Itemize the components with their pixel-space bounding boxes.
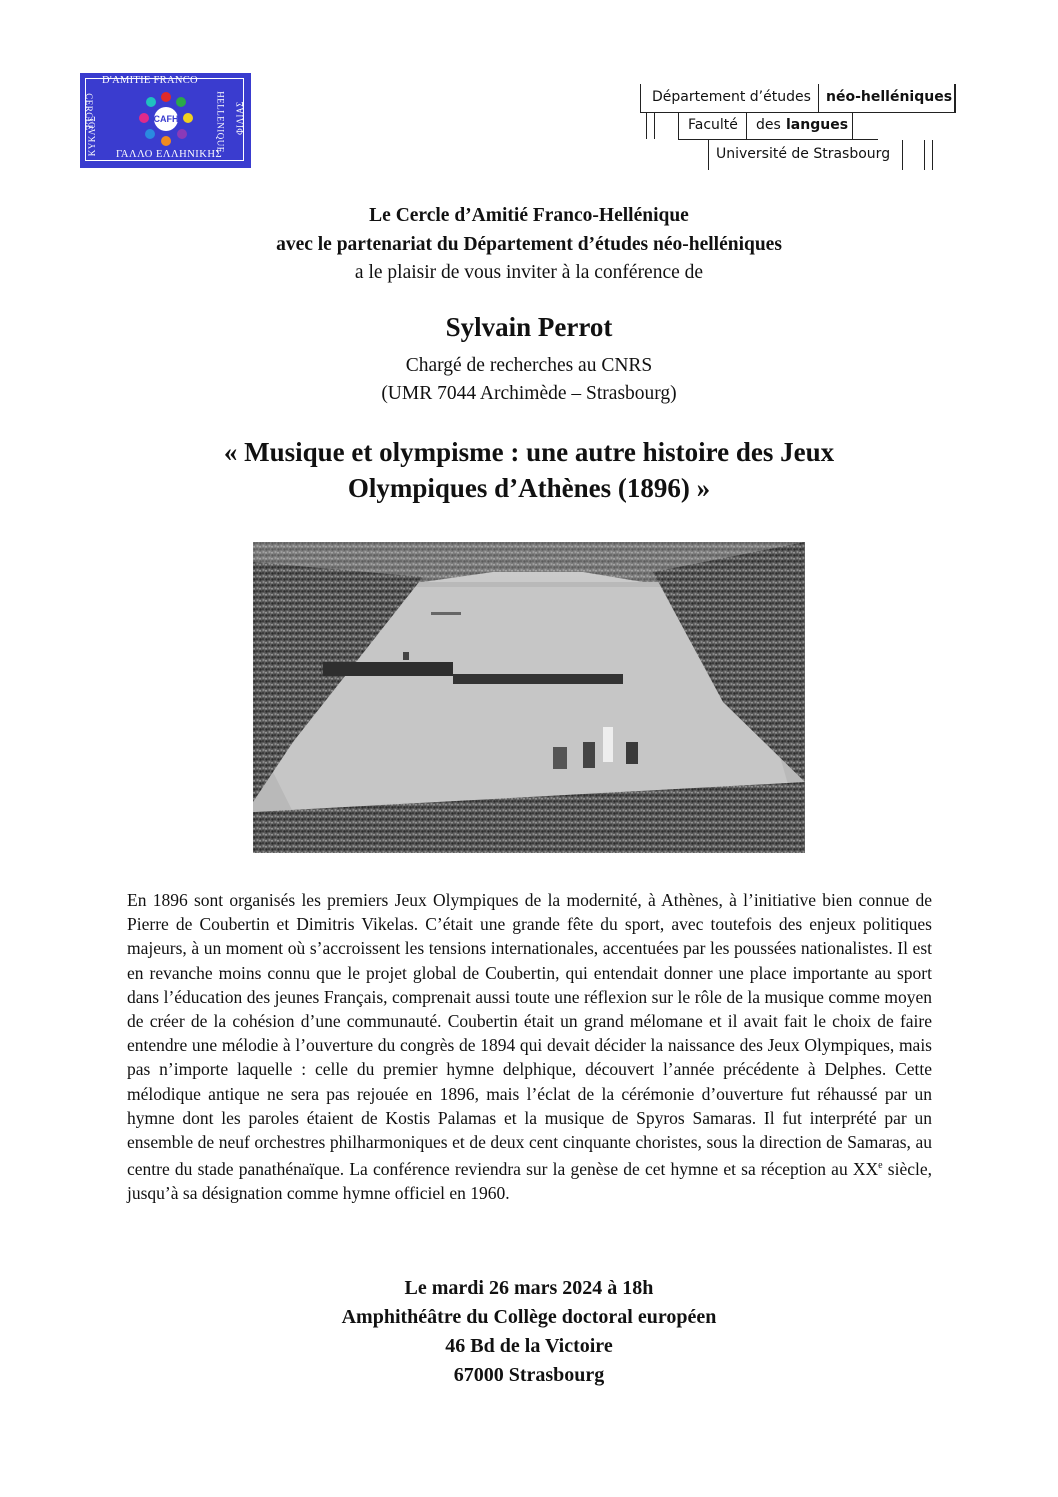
speaker-role: Chargé de recherches au CNRS [405, 355, 653, 376]
logo-bottom-text: ΓΑΛΛΟ ΕΛΛΗΝΙΚΗΣ [115, 149, 223, 160]
abstract-century: XX [852, 1159, 879, 1180]
abstract-century-sup: e [878, 1160, 883, 1172]
logo-center-text: CAFH [153, 114, 179, 124]
abstract-paragraph [127, 888, 932, 1205]
dept-line2-langues: langues [786, 117, 849, 133]
dept-line3: Université de Strasbourg [716, 146, 891, 162]
stadium-image [253, 542, 805, 853]
speaker-name: Sylvain Perrot [445, 312, 613, 342]
conference-title [0, 434, 1058, 506]
dept-line1-regular: Département d’études [652, 89, 811, 105]
org-line: Le Cercle d’Amitié Franco-Hellénique [369, 205, 689, 226]
speaker-affiliation: (UMR 7044 Archimède – Strasbourg) [381, 383, 677, 404]
event-venue: Amphithéâtre du Collège doctoral européen [341, 1306, 717, 1328]
partner-line: avec le partenariat du Département d’études néo-helléniques [276, 234, 782, 255]
logo-right-text: HELLENIQUE [215, 91, 226, 153]
invite-line: a le plaisir de vous inviter à la conférence de [354, 262, 704, 283]
abstract-part1: En 1896 sont organisés les premiers Jeux Olympiques de la modernité, à Athènes, à l’initiative bien connue de Pierre de Coubertin et Dimitris Vikelas. C’était une grande fête du sport, avec toutefois des enjeux politiques majeurs, à un moment où s’accroissent les tensions internationales, accentuées par les poussées nationalistes. Il est en revanche moins connu que le projet global de Coubertin, qui entendait donner une place importante au sport dans l’éducation des jeunes Français, comprenait aussi toute une réflexion sur le rôle de la musique comme moyen de créer de la cohésion d’une communauté. Coubertin était un grand mélomane et il avait fait le choix de faire entendre une mélodie à l’ouverture du congrès de 1894 qui devait décider la naissance des Jeux Olympiques, mais pas n’importe laquelle : celle du premier hymne delphique, découvert l’année précédente à Delphes. Cette mélodique antique ne sera pas rejouée en 1896, mais l’éclat de la cérémonie d’ouverture fut réhaussé par un hymne dont les paroles étaient de Kostis Palamas et la musique de Spyros Samaras. Il fut interprété par un ensemble de neuf orchestres philharmoniques et de deux cent cinquante choristes, sous la direction de Samaras, au centre du stade panathénaïque. La conférence reviendra sur la genèse de cet hymne et sa réception au [127, 890, 932, 1180]
logo-right-text-greek: ΦΙΛΙΑΣ [234, 101, 245, 135]
logo-left-text-greek: ΚΥΚΛΟΣ [87, 115, 98, 157]
event-date: Le mardi 26 mars 2024 à 18h [404, 1277, 654, 1299]
department-box [640, 84, 960, 174]
logo-people-circle-icon [138, 91, 194, 147]
event-street: 46 Bd de la Victoire [445, 1335, 613, 1357]
stadium-photo [253, 542, 805, 853]
event-city: 67000 Strasbourg [453, 1364, 605, 1386]
conference-title-line1: « Musique et olympisme : une autre histoire des Jeux [223, 437, 835, 467]
conference-title-line2: Olympiques d’Athènes (1896) » [347, 473, 711, 503]
logo-left-text: CERCLE [83, 93, 94, 131]
abstract-part2: siècle, jusqu’à sa désignation comme hymne officiel en 1960. [127, 1159, 932, 1204]
dept-line2-des: des [756, 117, 781, 133]
dept-line1-bold: néo-helléniques [826, 89, 953, 105]
cafh-logo [80, 73, 251, 168]
logo-top-text: D'AMITIE FRANCO [102, 75, 198, 86]
dept-line2-faculte: Faculté [688, 117, 738, 133]
